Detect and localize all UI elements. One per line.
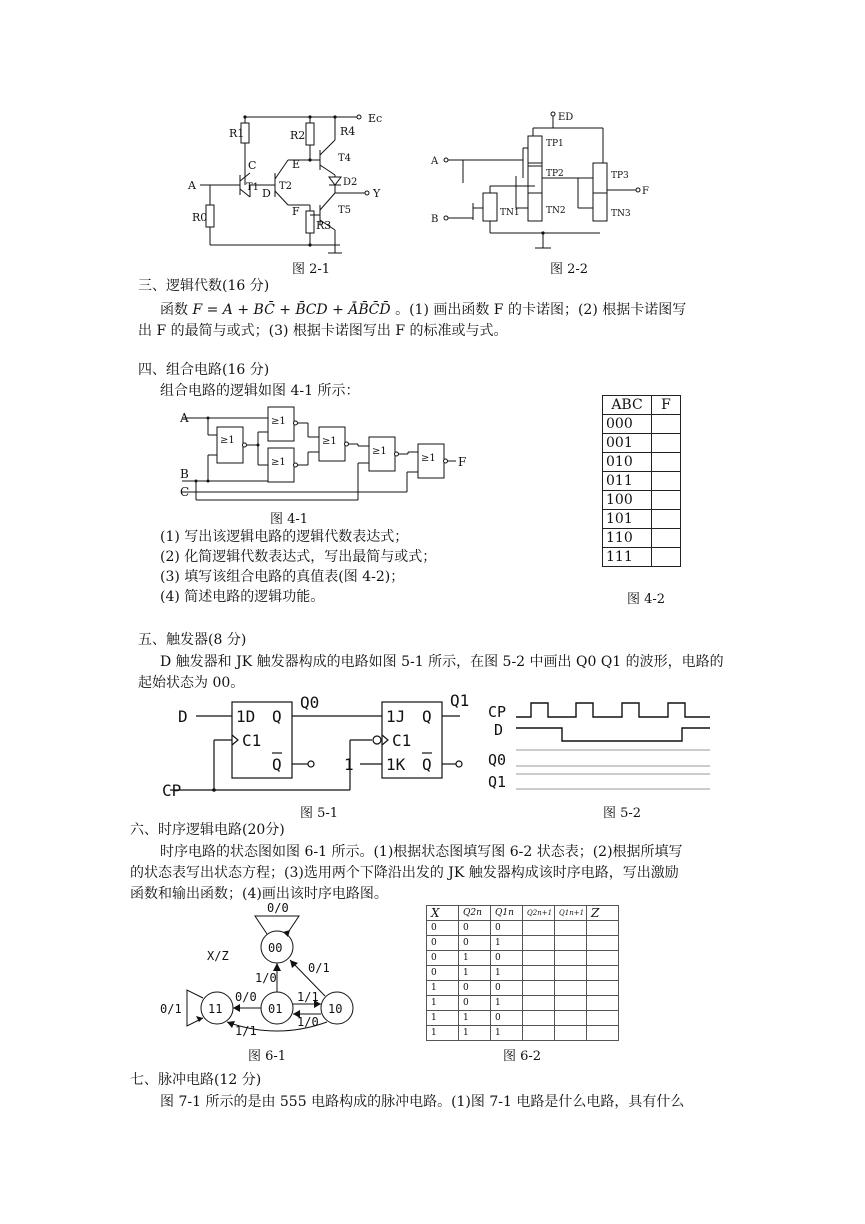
st-cell: 1 [427,1026,459,1041]
st-cell: 1 [491,1026,523,1041]
table-row [603,548,681,567]
input-b: B [180,467,189,481]
st-cell: 1 [459,966,491,981]
st-cell: 0 [459,936,491,951]
truth-cell: 110 [603,529,652,548]
label-01-to-10: 1/1 [297,990,319,1004]
ff2-k-label: 1K [386,755,406,774]
st-blank[interactable] [555,921,587,936]
label-loop-11: 0/1 [160,1002,182,1016]
table-row [603,415,681,434]
st-h-q2n: Q2n [459,906,491,921]
st-h-q1n: Q1n [491,906,523,921]
section-3-line2: 出 F 的最简与或式；(3) 根据卡诺图写出 F 的标准或与式。 [138,323,508,339]
label-y: Y [373,187,381,200]
label-e: E [292,158,301,171]
st-blank[interactable] [555,1011,587,1026]
table-row [427,921,619,936]
st-h-q2n1: Q2n+1 [523,906,555,921]
section-4-intro: 组合电路的逻辑如图 4-1 所示： [160,383,360,399]
st-cell: 0 [459,996,491,1011]
table-row [603,491,681,510]
label-tp2: TP2 [546,169,564,179]
section-5-p2: 起始状态为 00。 [138,675,245,691]
st-blank[interactable] [523,936,555,951]
st-h-x: X [427,906,459,921]
st-cell: 0 [427,966,459,981]
wave-q0-label: Q0 [488,751,507,769]
ff2-c-label: C1 [392,731,412,750]
st-h-q1n1: Q1n+1 [555,906,587,921]
st-cell: 1 [459,1011,491,1026]
figure-5-2 [486,695,716,800]
st-cell: 1 [427,1011,459,1026]
st-blank[interactable] [587,1026,619,1041]
table-row [427,981,619,996]
label-a2: A [431,156,439,167]
ff-input-d: D [178,707,188,726]
ff-input-one: 1 [344,755,354,774]
st-blank[interactable] [555,981,587,996]
label-01-to-11: 0/0 [235,990,257,1004]
label-01-to-00: 1/0 [255,971,277,985]
st-blank[interactable] [523,951,555,966]
gate-3-label: ≥1 [271,457,286,468]
gate-2-label: ≥1 [271,416,286,427]
st-blank[interactable] [523,966,555,981]
label-r0: R0 [192,211,208,224]
st-cell: 1 [491,996,523,1011]
st-cell: 1 [427,981,459,996]
st-blank[interactable] [587,966,619,981]
input-a: A [180,411,189,425]
label-f: F [292,205,300,218]
st-blank[interactable] [587,921,619,936]
label-t4: T4 [338,153,352,164]
st-blank[interactable] [587,981,619,996]
caption-fig-6-1: 图 6-1 [248,1049,287,1064]
st-cell: 1 [491,936,523,951]
state-graph-xz: X/Z [207,949,229,963]
table-row [603,453,681,472]
table-row [427,966,619,981]
output-f: F [458,455,467,469]
state-10: 10 [328,1002,343,1016]
sec4-item-3: (3) 填写该组合电路的真值表(图 4-2)； [160,569,405,585]
truth-f-cell[interactable] [652,491,681,510]
caption-fig-2-2: 图 2-2 [550,262,589,277]
truth-f-cell[interactable] [652,529,681,548]
label-c: C [248,159,257,172]
st-cell: 1 [459,951,491,966]
label-r4: R4 [340,125,356,138]
section-3-line1 [160,300,686,320]
truth-cell: 000 [603,415,652,434]
st-blank[interactable] [523,921,555,936]
st-blank[interactable] [523,981,555,996]
st-blank[interactable] [587,1011,619,1026]
label-b2: B [431,214,439,225]
caption-fig-5-1: 图 5-1 [300,806,339,821]
st-cell: 0 [427,936,459,951]
truth-cell: 100 [603,491,652,510]
figure-2-1 [180,105,390,255]
st-cell: 0 [459,981,491,996]
st-blank[interactable] [555,966,587,981]
truth-cell: 010 [603,453,652,472]
figure-6-1 [155,900,365,1045]
sec3-line1-post: 。(1) 画出函数 F 的卡诺图；(2) 根据卡诺图写 [395,302,687,318]
st-blank[interactable] [555,936,587,951]
caption-fig-2-1: 图 2-1 [292,262,331,277]
label-d: D [262,187,271,200]
caption-fig-5-2: 图 5-2 [603,806,642,821]
input-c: C [180,485,190,499]
wave-cp-label: CP [488,703,507,721]
ff-input-cp: CP [162,781,182,800]
truth-f-cell[interactable] [652,415,681,434]
truth-cell: 101 [603,510,652,529]
sec3-formula: F = A + BC̄ + B̄CD + ĀB̄C̄D̄ [192,302,391,318]
section-6-title: 六、时序逻辑电路(20分) [130,822,285,838]
caption-fig-4-1: 图 4-1 [270,512,309,527]
st-cell: 0 [491,921,523,936]
table-row [427,951,619,966]
section-6-p1: 时序电路的状态图如图 6-1 所示。(1)根据状态图填写图 6-2 状态表；(2)根据所填写 [160,844,683,860]
table-row [427,936,619,951]
label-t2: T2 [279,181,293,192]
label-tn1: TN1 [500,208,520,218]
sec4-item-1: (1) 写出该逻辑电路的逻辑代数表达式； [160,529,409,545]
ff2-qb-label: Q [422,755,432,774]
label-tn3: TN3 [611,209,631,219]
st-cell: 1 [459,1026,491,1041]
label-d2: D2 [343,177,358,188]
truth-cell: 111 [603,548,652,567]
wave-q1-label: Q1 [488,773,507,791]
ff2-j-label: 1J [386,707,406,726]
truth-header-abc: ABC [603,396,652,415]
label-ec: Ec [368,112,383,125]
st-cell: 0 [427,951,459,966]
label-r2: R2 [290,129,306,142]
label-loop-00: 0/0 [267,901,289,915]
truth-header-f: F [652,396,681,415]
label-t1: T1 [246,182,260,193]
figure-5-1 [160,690,480,802]
st-blank[interactable] [587,996,619,1011]
state-00: 00 [268,941,283,955]
state-01: 01 [268,1002,283,1016]
wave-d-label: D [494,721,504,739]
gate-4-label: ≥1 [322,436,337,447]
truth-f-cell[interactable] [652,510,681,529]
table-row [427,1026,619,1041]
st-blank[interactable] [523,996,555,1011]
section-5-p1: D 触发器和 JK 触发器构成的电路如图 5-1 所示，在图 5-2 中画出 Q0 Q1 的波形，电路的 [160,654,724,670]
ff1-q0-label: Q0 [300,693,320,712]
caption-fig-6-2: 图 6-2 [503,1049,542,1064]
ff2-q1-label: Q1 [450,691,470,710]
label-tn2: TN2 [546,206,566,216]
sec4-item-4: (4) 简述电路的逻辑功能。 [160,589,325,605]
table-row [603,529,681,548]
truth-f-cell[interactable] [652,453,681,472]
label-r3: R3 [316,219,332,232]
state-table-header [427,906,619,921]
table-row [427,1011,619,1026]
ff1-c-label: C1 [242,731,262,750]
gate-6-label: ≥1 [421,453,436,464]
st-blank[interactable] [523,1026,555,1041]
truth-table-header [603,396,681,415]
section-3-title: 三、逻辑代数(16 分) [138,278,270,294]
figure-2-2 [428,108,658,258]
table-row [427,996,619,1011]
sec4-item-2: (2) 化简逻辑代数表达式，写出最简与或式； [160,549,437,565]
st-h-z: Z [587,906,619,921]
st-cell: 0 [491,951,523,966]
state-11: 11 [208,1002,223,1016]
label-a: A [188,179,196,192]
ff1-qb-label: Q [272,755,282,774]
gate-5-label: ≥1 [372,446,387,457]
section-6-p3: 函数和输出函数；(4)画出该时序电路图。 [130,886,388,902]
label-tp1: TP1 [546,139,564,149]
label-11-10: 1/1 [235,1024,257,1038]
truth-table [602,395,681,567]
st-blank[interactable] [523,1011,555,1026]
st-cell: 0 [491,1011,523,1026]
st-blank[interactable] [555,951,587,966]
figure-4-1 [172,400,482,510]
label-10-to-00: 0/1 [308,961,330,975]
truth-cell: 001 [603,434,652,453]
st-blank[interactable] [555,1026,587,1041]
st-cell: 1 [491,966,523,981]
st-blank[interactable] [587,951,619,966]
truth-f-cell[interactable] [652,472,681,491]
ff2-q-label: Q [422,707,432,726]
table-row [603,472,681,491]
table-row [603,434,681,453]
label-ed: ED [558,112,574,123]
st-blank[interactable] [555,996,587,1011]
st-cell: 0 [427,921,459,936]
table-row [603,510,681,529]
state-table [426,905,619,1041]
st-cell: 1 [427,996,459,1011]
sec3-line1-pre: 函数 [160,302,188,318]
st-cell: 0 [491,981,523,996]
truth-f-cell[interactable] [652,434,681,453]
ff1-q-label: Q [272,707,282,726]
gate-1-label: ≥1 [220,435,235,446]
label-tp3: TP3 [611,171,629,181]
label-f2: F [642,186,649,197]
section-5-title: 五、触发器(8 分) [138,632,247,648]
ff1-d-label: 1D [236,707,256,726]
st-cell: 0 [459,921,491,936]
st-blank[interactable] [587,936,619,951]
section-7-p1: 图 7-1 所示的是由 555 电路构成的脉冲电路。(1)图 7-1 电路是什么电路，具有什么 [160,1094,685,1110]
caption-fig-4-2: 图 4-2 [627,592,666,607]
section-4-title: 四、组合电路(16 分) [138,362,270,378]
label-10-to-01: 1/0 [297,1015,319,1029]
truth-f-cell[interactable] [652,548,681,567]
section-6-p2: 的状态表写出状态方程；(3)选用两个下降沿出发的 JK 触发器构成该时序电路，写出激励 [130,865,679,881]
label-t5: T5 [338,205,352,216]
label-r1: R1 [229,127,245,140]
truth-cell: 011 [603,472,652,491]
section-7-title: 七、脉冲电路(12 分) [130,1072,262,1088]
